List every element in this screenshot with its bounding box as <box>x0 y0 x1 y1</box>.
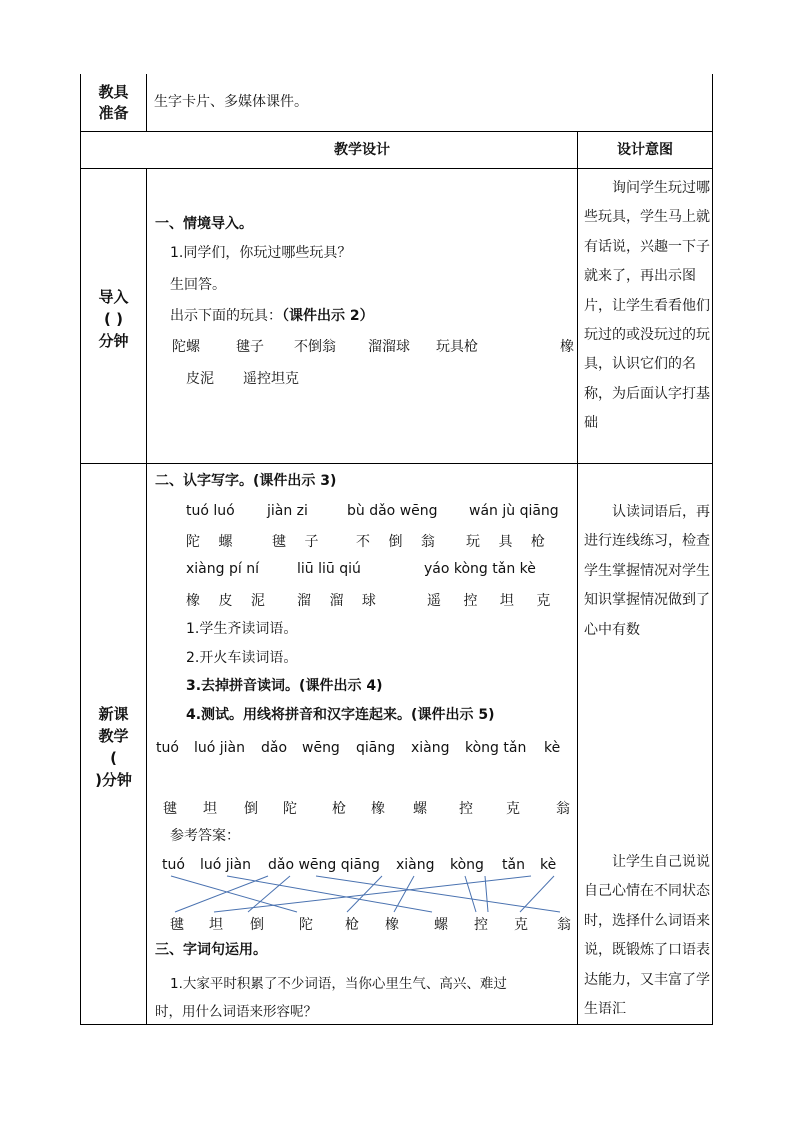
hanzi: 倒 <box>244 801 258 817</box>
hanzi: 毽 子 <box>272 534 319 550</box>
hanzi: 橡 <box>385 917 399 933</box>
reference-label: 参考答案： <box>170 828 240 844</box>
pinyin: kòng tǎn <box>465 740 527 756</box>
hanzi: 玩 具 枪 <box>466 534 545 550</box>
hanzi: 毽 <box>163 801 177 817</box>
pinyin: bù dǎo wēng <box>347 503 438 519</box>
pinyin: kè <box>540 857 557 873</box>
hanzi: 控 <box>459 801 473 817</box>
intro-show: 出示下面的玩具：（课件出示 2） <box>170 308 374 324</box>
hanzi: 溜 溜 球 <box>297 593 376 609</box>
pinyin: luó jiàn <box>200 857 252 873</box>
hanzi: 不 倒 翁 <box>356 534 435 550</box>
intro-intent: 询问学生玩过哪些玩具，学生马上就有话说，兴趣一下子就来了，再出示图片，让学生看看他们玩过的或没玩过的玩具，认识它们的名称，为后面认字打基础 <box>584 180 710 432</box>
hanzi: 枪 <box>345 917 359 933</box>
connect-line <box>465 876 476 912</box>
section3-heading: 三、字词句运用。 <box>155 942 267 958</box>
header-intent: 设计意图 <box>617 142 673 158</box>
pinyin: liū liū qiú <box>297 561 361 577</box>
pinyin: xiàng <box>396 857 435 873</box>
hanzi: 螺 <box>413 801 427 817</box>
hanzi: 毽 <box>170 917 184 933</box>
pinyin: tuó luó <box>186 503 235 519</box>
hanzi: 克 <box>514 917 528 933</box>
prep-content: 生字卡片、多媒体课件。 <box>154 94 308 110</box>
hanzi: 陀 <box>283 801 297 817</box>
step-4: 4.测试。用线将拼音和汉字连起来。(课件出示 5) <box>186 707 495 723</box>
pinyin: tuó <box>162 857 185 873</box>
connect-line <box>520 876 554 912</box>
toy-item: 玩具枪 <box>436 339 478 355</box>
section3-question-line1: 1.大家平时积累了不少词语，当你心里生气、高兴、难过 <box>170 976 507 992</box>
hanzi: 遥 控 坦 克 <box>427 593 551 609</box>
toy-item: 遥控坦克 <box>243 371 299 387</box>
hanzi: 橡 <box>371 801 385 817</box>
pinyin: dǎo <box>261 740 288 756</box>
toy-item: 不倒翁 <box>294 339 336 355</box>
pinyin: tǎn <box>502 857 525 873</box>
intro-heading: 一、情境导入。 <box>155 216 253 232</box>
pinyin: qiāng <box>356 740 396 756</box>
hanzi: 坦 <box>209 917 223 933</box>
pinyin: luó jiàn <box>194 740 246 756</box>
pinyin: kòng <box>450 857 484 873</box>
hanzi: 螺 <box>434 917 448 933</box>
toy-item: 毽子 <box>236 339 264 355</box>
section2-heading: 二、认字写字。(课件出示 3) <box>155 473 337 489</box>
hanzi: 翁 <box>557 917 571 933</box>
connect-line <box>214 876 531 912</box>
hanzi: 翁 <box>556 801 570 817</box>
step-2: 2.开火车读词语。 <box>186 650 298 666</box>
toy-item: 橡 <box>560 339 574 355</box>
hanzi: 克 <box>506 801 520 817</box>
hanzi: 陀 <box>299 917 313 933</box>
newlesson-label: 新课 教学 ( )分钟 <box>95 705 132 789</box>
header-design: 教学设计 <box>334 142 390 158</box>
intro-question: 1.同学们，你玩过哪些玩具？ <box>170 245 352 261</box>
pinyin: wán jù qiāng <box>469 503 559 519</box>
pinyin: xiàng pí ní <box>186 561 259 577</box>
pinyin: tuó <box>156 740 179 756</box>
prep-label: 教具 准备 <box>98 83 129 122</box>
intro-label: 导入 ( ) 分钟 <box>98 288 129 350</box>
hanzi: 控 <box>474 917 488 933</box>
toy-item: 溜溜球 <box>368 339 410 355</box>
toy-item: 陀螺 <box>172 339 200 355</box>
newlesson-intent-2: 让学生自己说说自己心情在不同状态时，选择什么词语来说，既锻炼了口语表达能力，又丰富了学生语汇 <box>584 854 710 1018</box>
toy-item: 皮泥 <box>186 371 214 387</box>
pinyin: dǎo wēng qiāng <box>268 857 380 873</box>
section3-question-line2: 时，用什么词语来形容呢？ <box>155 1004 317 1020</box>
step-3: 3.去掉拼音读词。(课件出示 4) <box>186 678 383 694</box>
step-1: 1.学生齐读词语。 <box>186 621 298 637</box>
hanzi: 橡 皮 泥 <box>186 593 265 609</box>
hanzi: 倒 <box>250 917 264 933</box>
hanzi: 坦 <box>203 801 217 817</box>
pinyin: yáo kòng tǎn kè <box>424 561 536 577</box>
pinyin: jiàn zi <box>267 503 308 519</box>
newlesson-intent-1: 认读词语后，再进行连线练习，检查学生掌握情况对学生知识掌握情况做到了心中有数 <box>584 504 710 638</box>
pinyin: kè <box>544 740 561 756</box>
hanzi: 陀 螺 <box>186 534 233 550</box>
intro-answer: 生回答。 <box>170 277 226 293</box>
pinyin: xiàng <box>411 740 450 756</box>
hanzi: 枪 <box>332 801 346 817</box>
pinyin: wēng <box>302 740 340 756</box>
